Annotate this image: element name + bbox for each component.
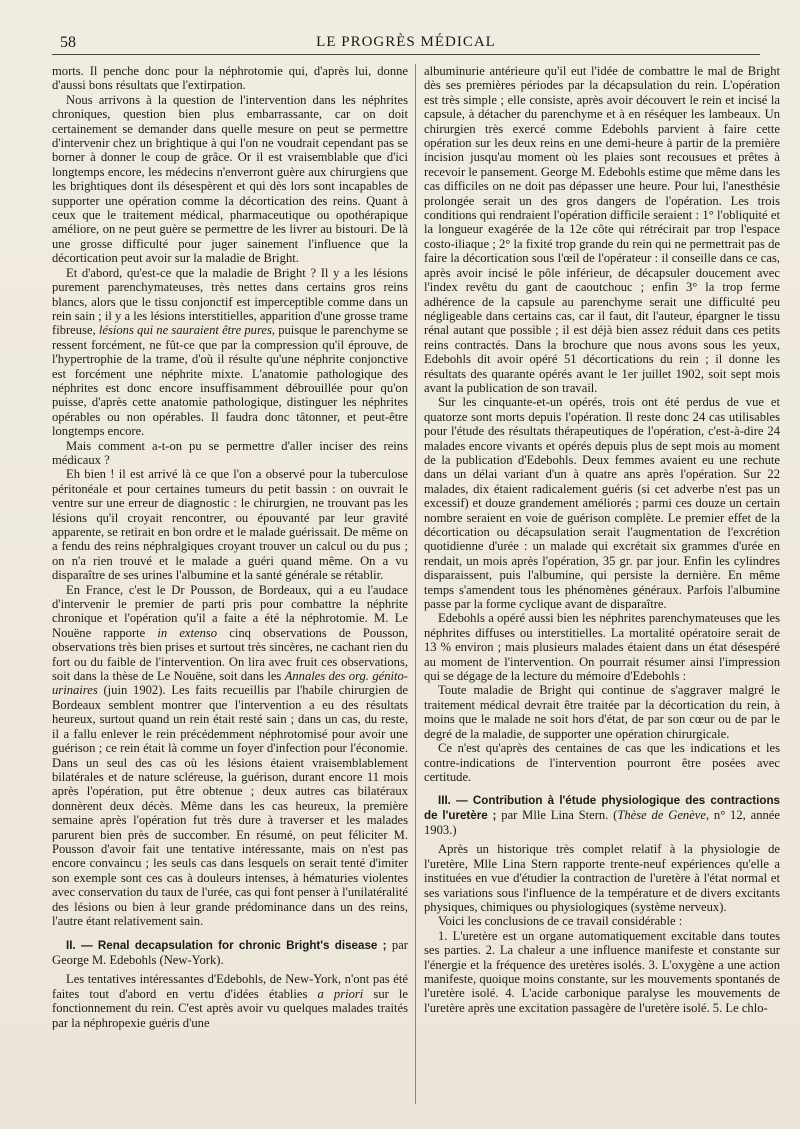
list-item: 1. L'uretère est un organe automatiquement excitable dans toutes ses parties. 2. La chaleur a une influence manifeste et constante sur l'énergie et la fréquence des uretères isolés. 3. L'oxygène a une action manifeste, quoique moins constante, sur les mouvements spontanés de l'uretère isolé. 4. L'acide carbonique paralyse les mouvements de l'uretère après une excitation passagère de l'uretère isolé. 5. Le chlo- — [424, 928, 780, 1015]
emphasis: in extenso — [157, 625, 218, 640]
emphasis: Thèse de Genève — [617, 808, 706, 823]
paragraph-text: (juin 1902). Les faits recueillis par l'habile chirurgien de Bordeaux semblent montrer que l'intervention a eu des résultats heureux, surtout quand un rein était resté sain ; dans un cas, du reste, il a fallu enlever le rein précédemment néphrotomisé pour avoir une guérison ; ce rein était là comme un foyer d'infection pour l'économie. Dans un seul des cas où les lésions étaient vraisemblablement bilatérales et de nature scléreuse, la guérison, durant encore 11 mois après l'opération, put être obtenue ; deux autres cas bilatéraux donnèrent deux décès. Même dans les cas heureux, la première semaine après l'opération fut très dure à traverser et les malades parurent bien près de succomber. En résumé, on peut féliciter M. Pousson d'avoir fait une tentative intéressante, mais on n'est pas encore convaincu ; les seuls cas dans lesquels on serait tenté d'imiter son exemple sont ces cas à douleurs intenses, à hématuries violentes avec conservation du taux de l'urée, cas qui font penser à l'unilatéralité des lésions ou bien à leur grande prédominance dans un des reins, l'autre étant relativement sain. — [52, 683, 408, 928]
paragraph-text: En France, c'est le Dr Pousson, de Bordeaux, qui a eu l'audace d'intervenir le premier de parti pris pour combattre la néphrite chronique et l'opération qu'il a faite a été la néphrotomie. M. Le Nouëne rapporte — [52, 582, 408, 640]
paragraph: albuminurie antérieure qu'il eut l'idée de combattre le mal de Bright dès ses premières périodes par la décapsulation du rein. L'opération est très simple ; elle consiste, après avoir découvert le rein et incisé la capsule, à détacher du parenchyme et à en réséquer les lambeaux. Un chirurgien très exercé comme Edebohls parvient à faire cette opération sur les deux reins en une demi-heure à partir de la première incision jusqu'au moment où les plaies sont recousues et prêtes à recevoir le pansement. George M. Edebohls estime que même dans les cas difficiles on ne doit pas dépasser une heure. Pour lui, l'anesthésie prolongée serait un des gros dangers de l'opération. Les trois conditions qui rendraient l'opération difficile seraient : 1° l'obliquité et la longueur exagérée de la 12e côte qui rétrécirait par trop l'espace costo-iliaque ; 2° la fixité trop grande du rein qui ne permettrait pas de faire la décortication sous l'œil de l'opérateur : il conseille dans ce cas, après avoir incisé le pôle inférieur, de décapsuler doucement avec l'index revêtu du gant de caoutchouc ; enfin 3° la trop ferme adhérence de la capsule au parenchyme serait une difficulté peu négligeable dans certains cas, car il faut, dit l'auteur, épargner le tissu rénal autant que possible ; il est déjà bien assez réduit dans ces petits reins contractés. Dans la brochure que nous avons sous les yeux, Edebohls dit avoir opéré 51 décortications du rein ; il donne les résultats des quarante opérés avant le 1er juillet 1902, soit sept mois avant la publication de son travail. — [424, 64, 780, 395]
left-column — [52, 64, 408, 1114]
section-heading-ii — [52, 938, 408, 968]
paragraph — [52, 266, 408, 439]
paragraph: Mais comment a-t-on pu se permettre d'aller inciser des reins médicaux ? — [52, 438, 408, 467]
section-byline: par George M. Edebohls (New-York). — [52, 938, 408, 968]
paragraph: Eh bien ! il est arrivé là ce que l'on a observé pour la tuberculose péritonéale et pour certaines tumeurs du petit bassin : on ouvrait le ventre sur une erreur de diagnostic : le chirurgien, ne trouvant pas les lésions qu'il croyait rencontrer, ou épouvanté par leur gravité apparente, se retirait en bon ordre et le malade guérissait. De même on a fendu des reins néphralgiques croyant trouver un calcul ou du pus ; on n'a rien trouvé et le malade a guéri quand même. On a vu disparaître de ses urines l'albumine et la santé générale se rétablir. — [52, 467, 408, 583]
emphasis: a priori — [317, 986, 364, 1001]
right-column — [424, 64, 780, 1114]
paragraph-text: Les tentatives intéressantes d'Edebohls, de New-York, n'ont pas été faites tout d'abord en vertu d'idées établies — [52, 972, 408, 1001]
page-number: 58 — [60, 34, 76, 51]
paragraph — [52, 583, 408, 929]
paragraph-text: cinq observations de Pousson, observations très bien prises et surtout très sincères, ne cachant rien du fort ou du faible de l'intervention. On lira avec fruit ces observations, soit dans la thèse de Le Nouëne, soit dans les — [52, 625, 408, 684]
byline-text: par Mlle Lina Stern. ( — [501, 808, 618, 823]
byline-text: , n° 12, année 1903.) — [424, 808, 780, 838]
section-title: II. — Renal decapsulation for chronic Bright's disease ; — [66, 939, 387, 953]
paragraph: Ce n'est qu'après des centaines de cas que les indications et les contre-indications de l'intervention pourront être posées avec certitude. — [424, 741, 780, 784]
paragraph: Nous arrivons à la question de l'intervention dans les néphrites chroniques, question bien plus embarrassante, car on doit certainement se demander dans quelle mesure on peut se permettre d'intervenir chez un brightique à qui l'on ne voudrait cependant pas se borner à donner le coup de grâce. Or il est vraisemblable que d'ici longtemps encore, les médecins n'enverront guère aux chirurgiens que les brightiques dont ils désespèrent et qui dès lors sont incapables de supporter une opération comme la décortication des reins. Quant à ceux que le traitement médical, pharmaceutique ou opothérapique améliore, on ne peut guère se permettre de les livrer au bistouri. De là une grosse difficulté pour juger sainement l'influence que la décortication peut avoir sur la maladie de Bright. — [52, 92, 408, 266]
conclusions-list — [424, 929, 780, 1015]
emphasis: lésions qui ne sauraient être pures — [98, 323, 272, 338]
paragraph-text: Et d'abord, qu'est-ce que la maladie de Bright ? Il y a les lésions purement parenchymateuses, très nettes dans certains gros reins blancs, alors que le tissu conjonctif est imperceptible comme dans un rein sain ; il y a les lésions interstitielles, apparition d'une grosse trame fibreuse, — [52, 265, 408, 338]
paragraph-text: sur le fonctionnement du rein. C'est après avoir vu quelques malades traités par la néphropexie guéris d'une — [52, 986, 408, 1030]
journal-title: LE PROGRÈS MÉDICAL — [316, 34, 496, 50]
paragraph: Toute maladie de Bright qui continue de s'aggraver malgré le traitement médical devrait être traitée par la décortication du rein, à moins que le malade ne soit hors d'état, de par son cœur ou de par le degré de la maladie, de supporter une opération chirurgicale. — [424, 683, 780, 741]
emphasis: Annales des org. génito-urinaires — [52, 669, 408, 698]
section-title: III. — Contribution à l'étude physiologique des contractions de l'uretère ; — [424, 794, 780, 823]
paragraph: Sur les cinquante-et-un opérés, trois ont été perdus de vue et quatorze sont morts depuis l'opération. Il reste donc 24 cas utilisables pour l'étude des résultats thérapeutiques de l'opération, c'est-à-dire 24 malades encore vivants et opérés depuis plus de sept mois au moment de la publication d'Edebohls. Deux femmes avaient eu une rechute dans un délai variant d'un à quatre ans après l'opération. Sur 22 malades, dix étaient radicalement guéris (si cet adverbe n'est pas un excessif) et douze grandement améliorés ; parmi ces douze un certain nombre seraient en voie de guérison complète. Le premier effet de la décortication ou décapsulation serait l'augmentation de l'excrétion quotidienne d'urée : un malade qui excrétait six grammes d'urée en rendait, un mois après l'opération, 35 gr. par jour. Enfin les cylindres disparaissent, puis l'albumine, qui persiste la dernière. En même temps s'amendent tous les phénomènes généraux. Parfois l'albumine passe par la forme cyclique avant de disparaître. — [424, 395, 780, 612]
running-head — [52, 28, 760, 55]
column-divider — [415, 64, 416, 1104]
paragraph: Voici les conclusions de ce travail considérable : — [438, 914, 683, 929]
section-heading-iii — [424, 794, 780, 838]
paragraph: Edebohls a opéré aussi bien les néphrites parenchymateuses que les néphrites diffuses ou interstitielles. La mortalité opératoire serait de 13 % environ ; mais plusieurs malades étaient dans un état désespéré au moment de l'intervention. On pourrait résumer ainsi l'impression qui se dégage de la lecture du mémoire d'Edebohls : — [424, 611, 780, 684]
paragraph: morts. Il penche donc pour la néphrotomie qui, d'après lui, donne d'aussi bons résultats que l'extirpation. — [52, 64, 408, 93]
paragraph-text: , puisque le parenchyme se ressent forcément, ne fût-ce que par la compression qu'il éprouve, de l'hypertrophie de la trame, d'où il résulte qu'une néphrite conjonctive est forcément une néphrite mixte. L'anatomie pathologique des néphrites est donc encore insuffisamment débrouillée pour qu'on puisse, d'après cette anatomie pathologique, distinguer les néphrites opérables ou non opérables. Il faudra donc tâtonner, et peut-être longtemps encore. — [52, 323, 408, 439]
paragraph: Après un historique très complet relatif à la physiologie de l'uretère, Mlle Lina Stern rapporte trente-neuf expériences qu'elle a instituées en vue d'étudier la contraction de l'uretère à l'état normal et ses variations sous l'influence de la température et de divers excitants physiques, chimiques ou physiologiques (système nerveux). — [424, 842, 780, 914]
paragraph — [52, 972, 408, 1030]
